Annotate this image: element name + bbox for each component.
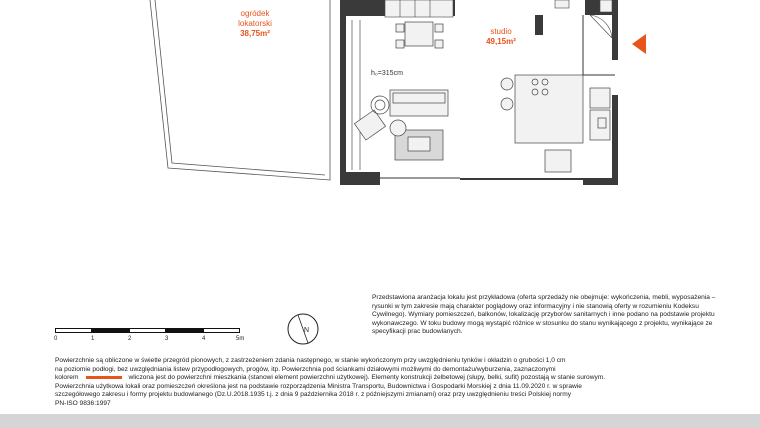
scale-tick: 4 <box>202 336 206 342</box>
bathroom-fixtures <box>555 0 612 12</box>
scale-bar <box>54 328 245 348</box>
garden-name-line1: ogródek <box>240 9 270 18</box>
garden-area: 38,75m² <box>240 29 270 38</box>
scale-segment <box>55 328 92 333</box>
compass-letter: N <box>304 327 310 334</box>
garden-label <box>225 9 285 39</box>
scale-tick: 2 <box>128 336 132 342</box>
scale-tick: 0 <box>54 336 58 342</box>
scale-segment <box>203 328 240 333</box>
scale-segment <box>92 328 129 333</box>
coffee-table <box>390 120 443 160</box>
top-cabinets <box>385 0 453 17</box>
footnote-legend-prefix: kolorem <box>55 374 79 382</box>
studio-label <box>475 27 527 47</box>
compass-icon <box>286 312 320 346</box>
footnote-line: na poziomie podłogi, bez uwzględniania listew przypodłogowych, progów, itp. Powierzchnia pod ściankami działowymi możliwymi do demontażu/wyburzenia, zaznaczonymi <box>55 365 556 373</box>
scale-tick: 3 <box>165 336 169 342</box>
door-swing <box>590 15 612 38</box>
studio-area: 49,15m² <box>486 37 516 46</box>
footnote-line: Powierzchnie są obliczone w świetle przegród pionowych, z zastrzeżeniem zdania następnego, w stanie wykończonym przy uwzględnieniu tynków i okładzin o grubości 1,0 cm <box>55 357 566 364</box>
footnote-legend-suffix: wliczona jest do powierzchni mieszkania (stanowi element powierzchni użytkowej). Elementy konstrukcji żelbetowej (słupy, belki, sufit) pozostają w stanie surowym. <box>128 374 606 382</box>
footnote-line: Powierzchnia użytkowa lokali oraz pomieszczeń określona jest na podstawie rozporządzenia Ministra Transportu, Budownictwa i Gospodarki Morskiej z dnia 11.09.2020 r. w sprawie <box>55 382 582 390</box>
area-footnote <box>55 357 720 409</box>
scale-segment <box>166 328 203 333</box>
scale-tick: 5m <box>236 336 245 342</box>
partition-color-swatch <box>86 376 122 379</box>
arrangement-disclaimer: Przedstawiona aranżacja lokalu jest przykładowa (oferta sprzedaży nie obejmuje: wykończenia, mebli, wyposażenia – rysunki w tym zakresie mają charakter poglądowy oraz informacyjny i nie stanowią oferty w rozumieniu Kodeksu Cywilnego). Wymiary pomieszczeń, balkonów, lokalizację przyborów sanitarnych i inne podano na podstawie projektu wykonawczego. W toku budowy mogą wystąpić różnice w stosunku do stanu wynikającego z projektu, wynikające ze specyfikacji prac budowlanych. <box>372 294 716 336</box>
armchair <box>354 110 385 140</box>
footnote-line: szczegółowego zakresu i formy projektu budowlanego (Dz.U.2018.1935 t.j. z dnia 9 października 2018 r. z późniejszymi zmianami) oraz przy uwzględnieniu treści Polskiej normy <box>55 391 572 399</box>
sofa <box>390 90 448 116</box>
floor-lamp <box>371 96 389 114</box>
floor-plan <box>0 0 760 200</box>
dining-set <box>396 22 443 48</box>
studio-name: studio <box>490 27 512 36</box>
footnote-line: PN-ISO 9836:1997 <box>55 399 111 407</box>
scale-segment <box>129 328 166 333</box>
scale-tick: 1 <box>91 336 95 342</box>
bottom-band <box>0 414 760 428</box>
ceiling-height-label: h₀=315cm <box>371 70 403 77</box>
garden-name-line2: lokatorski <box>238 19 272 28</box>
entrance-marker <box>632 34 646 54</box>
footnote-line-legend <box>55 374 720 383</box>
kitchen-bar <box>501 75 610 172</box>
